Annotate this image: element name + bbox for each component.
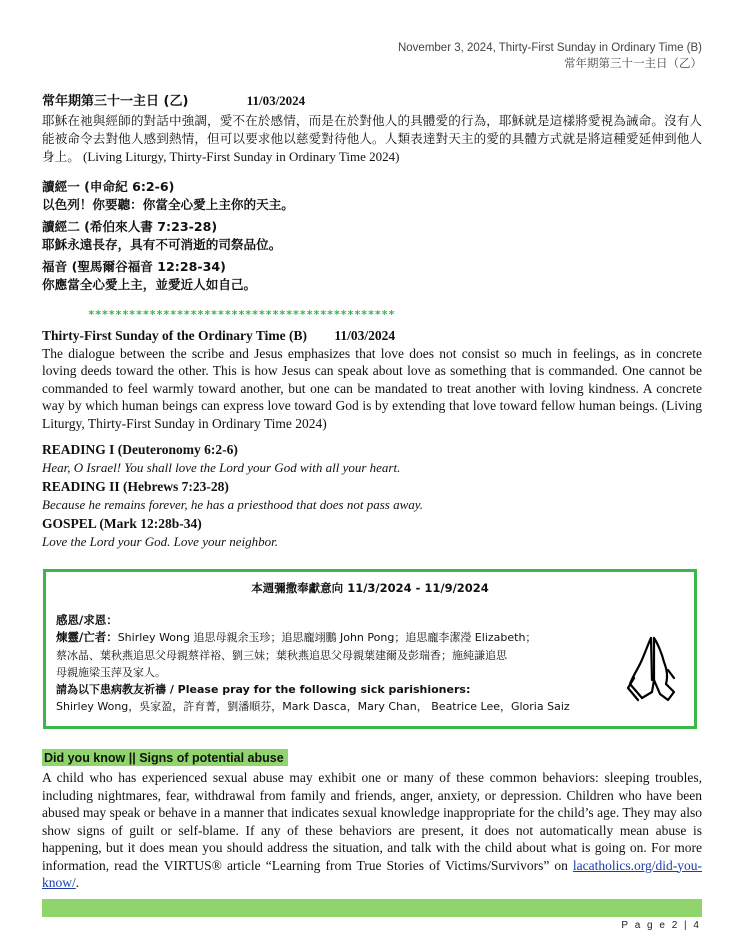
page-header [398, 41, 702, 71]
chinese-reading2-text: 耶穌永遠長存，具有不可消逝的司祭品位。 [42, 237, 282, 252]
chinese-readings [42, 178, 702, 294]
chinese-gospel-text: 你應當全心愛上主，並愛近人如自己。 [42, 277, 257, 292]
english-reflection: The dialogue between the scribe and Jesus emphasizes that love does not consist so much in feelings, as in concrete loving deeds toward the other. This is how Jesus can speak about love as something that is commanded. One cannot be commanded to feel warmly toward another, but one can be mandated to treat another with loving kindness. A concrete way by which human beings can express love toward God is by extending that love toward fellow human beings. (Living Liturgy, Thirty-First Sunday in Ordinary Time 2024) [42, 345, 702, 431]
did-you-know-link[interactable]: lacatholics.org/did-you-know/ [42, 857, 703, 890]
mass-intentions-title: 本週彌撒奉獻意向 11/3/2024 - 11/9/2024 [251, 581, 489, 595]
english-reading1-label: READING I (Deuteronomy 6:2-6) [42, 442, 238, 457]
english-reading2-text: Because he remains forever, he has a priesthood that does not pass away. [42, 496, 424, 512]
chinese-reflection-text: 耶穌在祂與經師的對話中強調，愛不在於感情，而是在於對他人的具體愛的行為，耶穌就是這樣將愛視為誡命。沒有人能被命令去對他人感到熱情，但可以要求他以慈愛對待他人。人類表達對天主的愛的具體方式就是將這種愛延伸到他人身上。 [42, 113, 702, 164]
sick-names: Shirley Wong，吳家盈，許育菁，劉潘順芬，Mark Dasca，Mary Chan， Beatrice Lee，Gloria Saiz [56, 700, 570, 713]
deceased-line [56, 629, 626, 647]
english-reading1-text: Hear, O Israel! You shall love the Lord your God with all your heart. [42, 459, 401, 475]
did-you-know-heading: Did you know || Signs of potential abuse [42, 749, 288, 766]
chinese-reading1-label: 讀經一 (申命紀 6:2-6) [42, 179, 175, 194]
chinese-title-row [42, 92, 702, 111]
english-gospel-label: GOSPEL (Mark 12:28b-34) [42, 516, 202, 531]
chinese-reading2-label: 讀經二 (希伯來人書 7:23-28) [42, 219, 218, 234]
deceased-text: Shirley Wong 追思母親余玉珍；追思龐翊鵬 John Pong；追思龐李潔瀅 Elizabeth； [117, 631, 537, 644]
chinese-reading1-text: 以色列！你要聽：你當全心愛上主你的天主。 [42, 197, 294, 212]
deceased-label: 煉靈/亡者： [56, 630, 118, 644]
english-gospel-text: Love the Lord your God. Love your neighbor. [42, 533, 279, 549]
header-chinese-line: 常年期第三十一主日（乙） [564, 56, 702, 70]
footer-bar [42, 899, 702, 917]
deceased-text-2: 蔡冰晶、葉秋燕追思父母親蔡祥裕、劉三妹；葉秋燕追思父母親葉建爾及彭瑞香；施純謙追思 [56, 649, 507, 662]
header-date-line: November 3, 2024, Thirty-First Sunday in Ordinary Time (B) [397, 42, 702, 54]
deceased-text-3: 母親施梁玉萍及家人。 [56, 666, 166, 679]
chinese-section [42, 92, 702, 294]
chinese-date: 11/03/2024 [246, 93, 306, 108]
chinese-title: 常年期第三十一主日 (乙) [42, 94, 189, 109]
mass-intentions-box [43, 569, 697, 729]
english-title: Thirty-First Sunday of the Ordinary Time (B) [42, 328, 308, 343]
thanksgiving-label: 感恩/求恩： [56, 613, 118, 627]
chinese-reflection [42, 112, 702, 166]
english-title-row [42, 327, 702, 345]
chinese-source: (Living Liturgy, Thirty-First Sunday in Ordinary Time 2024) [83, 149, 400, 164]
mass-intentions-list [56, 612, 626, 715]
english-reading2-label: READING II (Hebrews 7:23-28) [42, 479, 229, 494]
section-divider: ********************************************* [88, 308, 396, 321]
did-you-know-on: on [554, 857, 568, 873]
english-readings [42, 441, 702, 550]
english-date: 11/03/2024 [334, 328, 396, 343]
did-you-know-body [42, 769, 702, 892]
did-you-know-end: . [75, 875, 80, 890]
praying-hands-icon [624, 634, 682, 704]
sick-label: 請為以下患病教友祈禱 / Please pray for the following sick parishioners: [56, 683, 471, 696]
page-number: P a g e 2 | 4 [621, 920, 701, 931]
did-you-know-text: A child who has experienced sexual abuse may exhibit one or many of these common behaviors: sleeping troubles, including nightmares, fear, withdrawal from family and friends, anger, anxiety, or depression. Children who have been abused may speak or behave in a manner that indicates sexual knowledge inappropriate for the child’s age. They may also show signs of guilt or self-blame. If any of these behaviors are present, it does not automatically mean abuse is happening, but it does mean you should address the situation, and talk with the child about what is going on. For more information, read the VIRTUS® article “Learning from True Stories of Victims/Survivors” [42, 770, 702, 873]
english-section [42, 327, 702, 550]
chinese-gospel-label: 福音 (聖馬爾谷福音 12:28-34) [42, 259, 226, 274]
